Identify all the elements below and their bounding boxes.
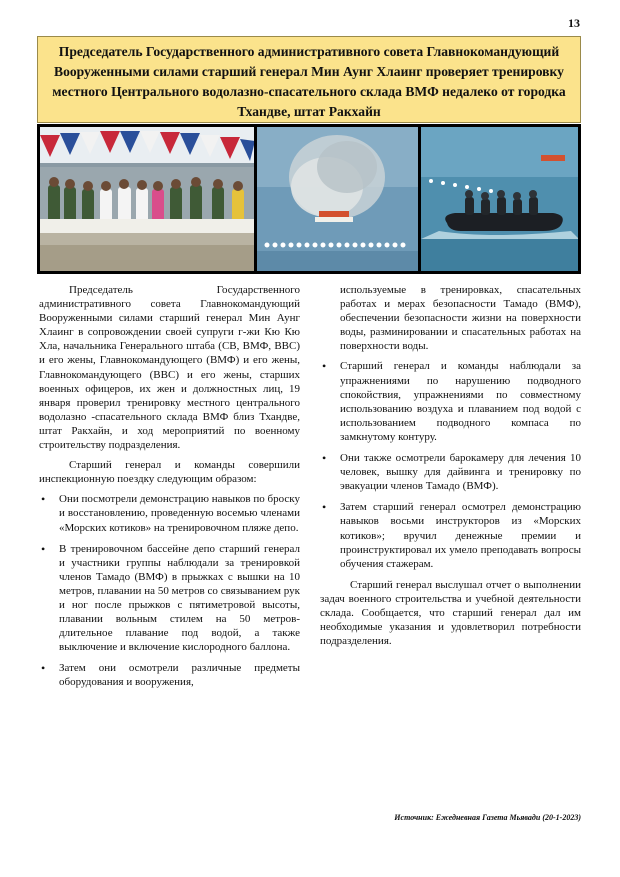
list-item: • Затем они осмотрели различные предметы оборудования и вооружения, — [39, 661, 300, 689]
closing-paragraph: Старший генерал выслушал отчет о выполнении задач военного строительства и учебной деятельности склада. Сообщается, что старший генерал дал им необходимые указания и удовлетворил потребности подразделения. — [320, 578, 581, 648]
page-number: 13 — [568, 16, 580, 30]
ceremony-audience-photo — [40, 127, 254, 271]
sea-explosion-photo — [257, 127, 418, 271]
right-bullet-list — [320, 359, 581, 570]
article-title: Председатель Государственного административного совета Главнокомандующий Вооруженными силами старший генерал Мин Аунг Хлаинг проверяет тренировку местного Центрального водолазно-спасательного склада ВМФ недалеко от городка Тхандве, штат Ракхайн — [52, 44, 566, 119]
intro-paragraph: Председатель Государственного административного совета Главнокомандующий Вооруженными силами старший генерал Мин Аунг Хлаинг в сопровождении своей супруги г-жи Кю Кю Хла, начальника Генерального штаба (СВ, ВМФ, ВВС) и его жены, Главнокомандующего (ВМФ) и его жены, Главнокомандующего (ВВС) и его жены, старших военных офицеров, их жен и должностных лиц, 19 января проверил тренировку местного центрального водолазно -спасательного склада ВМФ близ Тхандве, штат Ракхайн, и ход мероприятий по военному строительству подразделения. — [39, 284, 300, 452]
list-item: • Затем старший генерал осмотрел демонстрацию навыков восьми инструкторов из «Морских котиков»; вручил денежные премии и проинструктировал их умело преподавать вопросы обучения стажерам. — [320, 500, 581, 570]
rubber-boat-photo — [421, 127, 578, 271]
list-item: • Они посмотрели демонстрацию навыков по броску и восстановлению, проведенную восемью членами «Морских котиков» на тренировочном пляже депо. — [39, 492, 300, 534]
article-title-box — [37, 36, 581, 123]
list-item: • В тренировочном бассейне депо старший генерал и участники группы наблюдали за тренировкой членов Тамадо (ВМФ) в прыжках с вышки на 10 метров, плавании на 50 метров со связыванием рук и ног после прыжков с пятиметровой высоты, плавании вольным стилем на 50 метров-длительное плавание под водой, а также выключение и включение кислородного баллона. — [39, 542, 300, 655]
list-item: • Они также осмотрели барокамеру для лечения 10 человек, вышку для дайвинга и тренировку по эвакуации членов Тамадо (ВМФ). — [320, 451, 581, 493]
continuation-paragraph: используемые в тренировках, спасательных работах и мерах безопасности Тамадо (ВМФ), обеспечении безопасности жизни на поверхности воды, разминировании и спасательных работах на поверхности воды. — [340, 284, 581, 353]
left-bullet-list — [39, 492, 300, 689]
photo-strip — [37, 124, 581, 274]
right-column — [320, 283, 581, 654]
source-line: Источник: Ежедневная Газета Мьявади (20-1-2023) — [394, 813, 581, 822]
lead-paragraph: Старший генерал и команды совершили инспекционную поездку следующим образом: — [39, 459, 300, 486]
left-column — [39, 283, 300, 697]
list-item: • Старший генерал и команды наблюдали за упражнениями по нарушению подводного спокойствия, упражнениями по совместному использованию воздуха и плаванием под водой с использованием подводного компаса по замкнутому контуру. — [320, 359, 581, 444]
